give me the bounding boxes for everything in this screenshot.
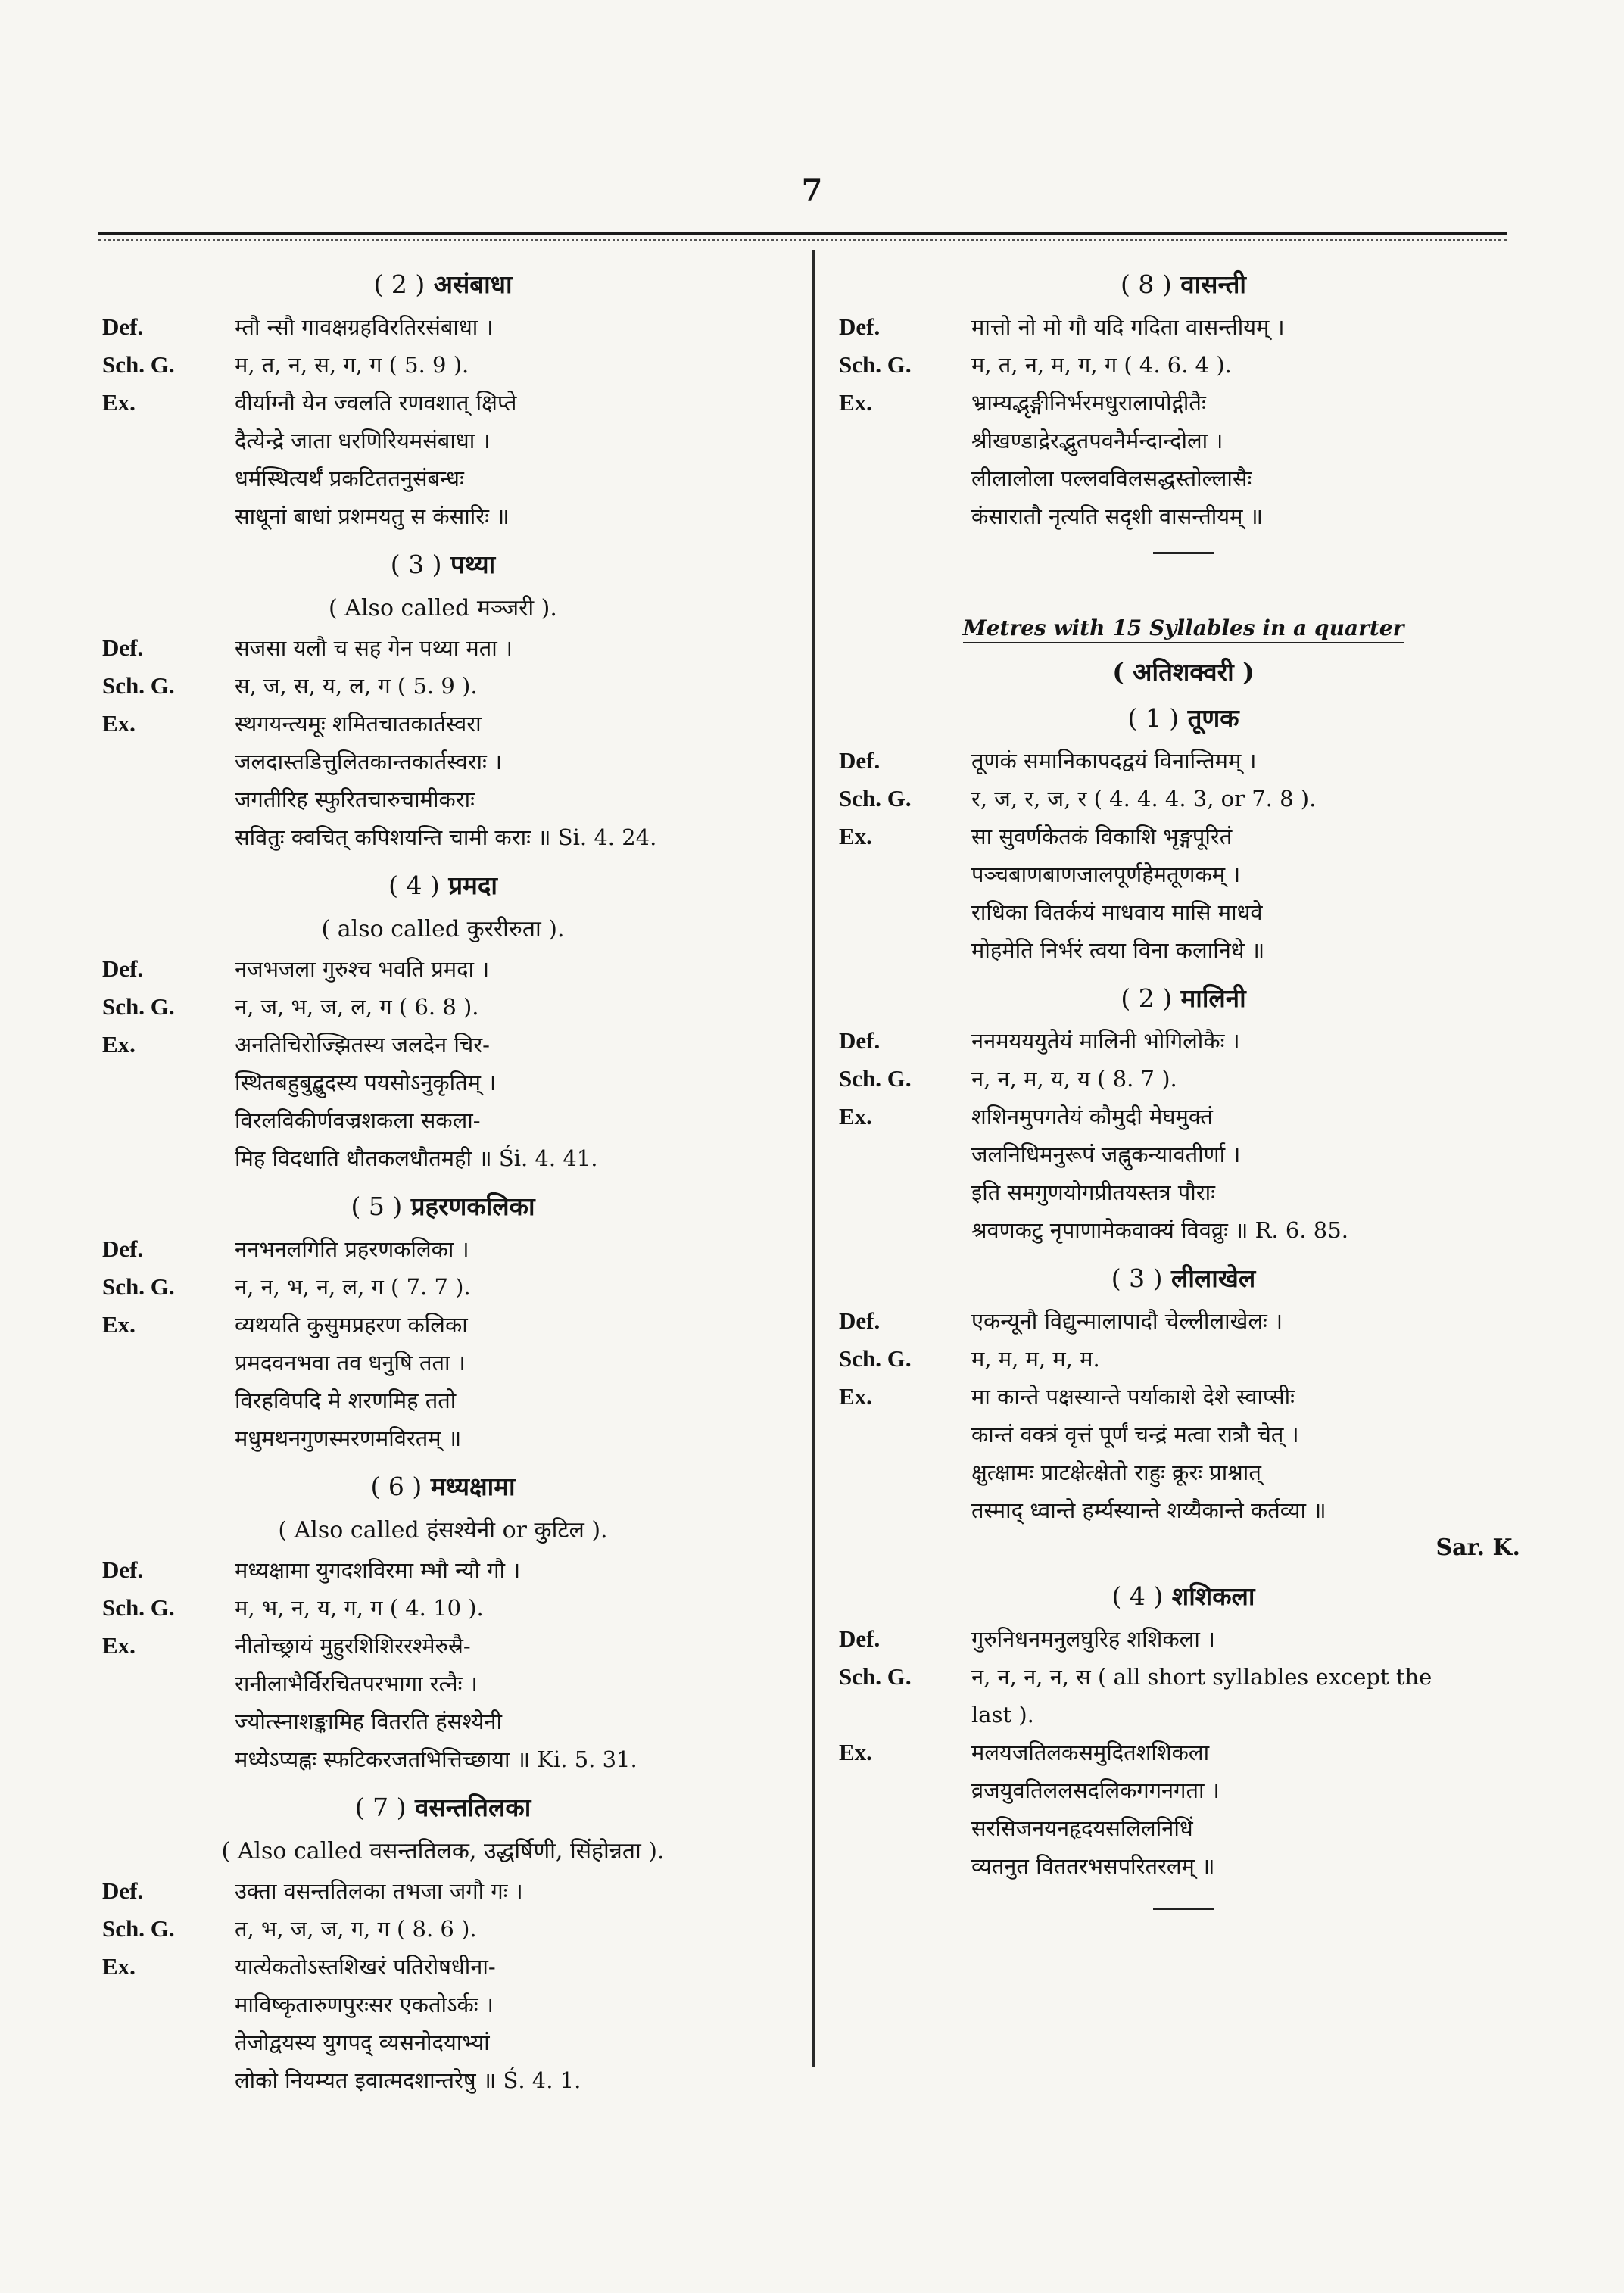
metre-section [102,261,784,541]
section-spacer [102,535,784,541]
entry-label [839,422,971,460]
entry-text: मध्यक्षामा युगदशविरमा म्भौ न्यौ गौ । [235,1557,521,1583]
entry-row [102,1230,784,1268]
entry-text: कान्तं वक्त्रं वृत्तं पूर्णं चन्द्रं मत्वा रात्रौ चेत् । [971,1422,1299,1447]
entry-text: न, न, भ, न, ल, ग ( 7. 7 ). [235,1274,471,1300]
entry-label: Ex. [839,1739,872,1765]
entry-text: ज्योत्स्नाशङ्कामिह वितरति हंसश्येनी [235,1709,502,1734]
metre-section [839,1255,1528,1573]
entry-row [102,1910,784,1948]
entry-text: स्थितबहुबुद्बुदस्य पयसोऽनुकृतिम् । [235,1070,497,1095]
section-spacer [839,969,1528,975]
entry-text: विरहविपदि मे शरणमिह ततो [235,1388,457,1413]
entry-label: Ex. [839,1103,872,1129]
section-separator-end [1153,1908,1214,1910]
entry-label: Ex. [839,389,872,416]
section-name: तूणक [1187,703,1239,733]
entry-text: त, भ, ज, ज, ग, ग ( 8. 6 ). [235,1916,477,1942]
entry-label: Def. [102,955,144,982]
entry-text: साधूनां बाधां प्रशमयतु स कंसारिः ॥ [235,503,510,529]
entry-label [102,1740,235,1778]
entry-label: Sch. G. [102,1915,175,1942]
entry-label [839,931,971,969]
entry-label: Ex. [102,1632,136,1659]
entry-text: दैत्येन्द्रे जाता धरणिरियमसंबाधा । [235,428,491,453]
entry-text: वीर्याग्नौ येन ज्वलति रणवशात् क्षिप्ते [235,390,517,416]
entry-label [102,422,235,460]
entry-row [102,1872,784,1910]
entry-row [839,1378,1528,1416]
entry-row [839,1696,1528,1734]
entry-row [102,1268,784,1306]
entry-text: पञ्चबाणबाणजालपूर्णहेमतूणकम् । [971,861,1241,887]
entry-label [839,497,971,535]
entry-label: Sch. G. [102,993,175,1020]
entry-row [839,384,1528,422]
entry-label: Def. [839,1307,881,1334]
entry-label [102,2024,235,2061]
entry-row [102,1665,784,1703]
entry-row [839,422,1528,460]
metre-section [839,695,1528,975]
entry-label: Sch. G. [839,1065,912,1092]
section-name: पथ्या [450,550,496,579]
entry-label [839,1416,971,1453]
entry-text: उक्ता वसन्ततिलका तभजा जगौ गः । [235,1878,523,1904]
section-alias: ( also called कुररीरुता ). [321,916,565,942]
entry-label [102,1344,235,1382]
entry-label [839,1696,971,1734]
entry-row [839,1340,1528,1378]
entry-text: अनतिचिरोज्झितस्य जलदेन चिर- [235,1032,490,1058]
entry-text: लोको नियम्यत इवात्मदशान्तरेषु ॥ Ś. 4. 1. [235,2067,581,2093]
entry-label [839,1136,971,1173]
entry-row [839,346,1528,384]
entry-label: Def. [102,1235,144,1262]
entry-label: Ex. [102,1311,136,1338]
attribution: Sar. K. [1435,1534,1520,1561]
section-name: असंबाधा [433,269,513,299]
entry-text: जलदास्तडित्तुलितकान्तकार्तस्वराः । [235,749,503,774]
entry-row [839,460,1528,497]
entry-text: न, ज, भ, ज, ल, ग ( 6. 8 ). [235,994,479,1020]
entry-label [839,1771,971,1809]
entry-row [839,1658,1528,1696]
section-title [839,695,1528,742]
section-number: ( 2 ) [1121,983,1173,1013]
entry-label [839,1173,971,1211]
section-spacer [102,1457,784,1463]
section-title [102,862,784,909]
entry-label: Def. [839,1027,881,1054]
entry-row [839,1173,1528,1211]
entry-label: Ex. [102,389,136,416]
entry-row [839,1211,1528,1249]
section-separator [1153,552,1214,554]
section-number: ( 3 ) [390,550,442,579]
entry-label: Def. [102,313,144,340]
group-title: ( अतिशक्वरी ) [1112,657,1255,687]
entry-label [102,2061,235,2099]
entry-row [102,818,784,856]
metres-heading: Metres with 15 Syllables in a quarter [839,607,1528,650]
section-number: ( 5 ) [351,1192,403,1221]
entry-label [102,1382,235,1419]
entry-label: Sch. G. [839,1663,912,1690]
entry-label [102,497,235,535]
section-title [102,1183,784,1230]
section-name: प्रहरणकलिका [410,1192,535,1221]
entry-text: व्रजयुवतिललसदलिकगगनगता । [971,1777,1220,1803]
entry-text: तूणकं समानिकापदद्वयं विनान्तिमम् । [971,748,1257,774]
entry-text: राधिका वितर्कयं माधवाय मासि माधवे [971,899,1263,925]
entry-text: र, ज, र, ज, र ( 4. 4. 4. 3, or 7. 8 ). [971,786,1317,812]
section-number: ( 8 ) [1121,269,1172,299]
section-number: ( 7 ) [354,1793,407,1822]
entry-text: मात्तो नो मो गौ यदि गदिता वासन्तीयम् । [971,314,1285,340]
entry-row [839,893,1528,931]
entry-text: तस्माद् ध्वान्ते हर्म्यस्यान्ते शय्यैकान्ते कर्तव्या ॥ [971,1497,1326,1523]
metre-section [102,1463,784,1784]
entry-row [839,1847,1528,1885]
entry-label: Def. [102,634,144,661]
entry-label: Ex. [102,710,136,737]
section-alias: ( Also called मञ्जरी ). [329,595,557,622]
section-title [102,1463,784,1510]
entry-text: म, त, न, स, ग, ग ( 5. 9 ). [235,352,469,378]
entry-text: सा सुवर्णकेतकं विकाशि भृङ्गपूरितं [971,824,1233,849]
entry-row [839,742,1528,780]
entry-row [102,1382,784,1419]
entry-label: Def. [839,747,881,774]
left-column [102,261,784,2105]
entry-row [102,667,784,705]
entry-row [102,346,784,384]
entry-row [102,1986,784,2024]
entry-row [102,1627,784,1665]
entry-text: इति समगुणयोगप्रीतयस्तत्र पौराः [971,1179,1216,1205]
entry-row [839,1809,1528,1847]
entry-text: व्यतनुत विततरभसपरितरलम् ॥ [971,1853,1215,1879]
section-title [102,541,784,588]
entry-label: Sch. G. [102,1273,175,1300]
entry-row [102,1064,784,1101]
entry-text: जगतीरिह स्फुरितचारुचामीकराः [235,787,475,812]
entry-row [102,1589,784,1627]
entry-row [102,422,784,460]
entry-label [839,855,971,893]
entry-label: Ex. [839,823,872,849]
entry-label: Sch. G. [102,351,175,378]
entry-label: Def. [839,1625,881,1652]
entry-label [102,780,235,818]
metre-section-vasanti [839,261,1528,535]
entry-row [102,780,784,818]
entry-row [839,780,1528,818]
entry-text: क्षुत्क्षामः प्राटक्षेत्क्षेतो राहुः क्रूरः प्राश्नात् [971,1460,1261,1485]
entry-row [102,1139,784,1177]
entry-row [102,2024,784,2061]
entry-label: Sch. G. [839,1345,912,1372]
section-title [839,261,1528,308]
entry-row [102,308,784,346]
entry-text: स्थगयन्त्यमूः शमितचातकार्तस्वरा [235,711,482,737]
entry-label [839,893,971,931]
entry-text: सजसा यलौ च सह गेन पथ्या मता । [235,635,513,661]
section-title [839,1573,1528,1620]
entry-label [102,1064,235,1101]
entry-label [102,1703,235,1740]
entry-label: Sch. G. [839,785,912,812]
entry-label: Ex. [102,1953,136,1980]
entry-row [839,1060,1528,1098]
entry-label [102,1419,235,1457]
entry-text: मिह विदधाति धौतकलधौतमही ॥ Śi. 4. 41. [235,1145,598,1171]
entry-row [839,1098,1528,1136]
section-name: वासन्ती [1180,269,1246,299]
entry-row [839,308,1528,346]
entry-row [102,629,784,667]
entry-label [102,1101,235,1139]
entry-label: Sch. G. [102,672,175,699]
entry-text: मलयजतिलकसमुदितशशिकला [971,1740,1210,1765]
entry-row [839,818,1528,855]
entry-text: म, त, न, म, ग, ग ( 4. 6. 4 ). [971,352,1232,378]
section-number: ( 2 ) [373,269,425,299]
entry-text: ननमयययुतेयं मालिनी भोगिलोकैः । [971,1028,1240,1054]
entry-text: नजभजला गुरुश्च भवति प्रमदा । [235,956,490,982]
header-rule-dotted [98,239,1507,241]
section-name: मध्यक्षामा [430,1472,516,1501]
entry-label [839,1847,971,1885]
entry-row [102,460,784,497]
entry-text: सवितुः क्वचित् कपिशयन्ति चामी कराः ॥ Si. 4. 24. [235,824,657,850]
entry-label [102,1986,235,2024]
entry-label: Def. [102,1556,144,1583]
section-spacer [839,1567,1528,1573]
section-alias: ( Also called वसन्ततिलक, उद्धर्षिणी, सिंहोन्नता ). [221,1838,665,1865]
section-name: मालिनी [1180,983,1246,1013]
entry-row [102,2061,784,2099]
entry-label: Def. [102,1877,144,1904]
entry-row [102,1740,784,1778]
section-name: शशिकला [1171,1581,1255,1611]
entry-label [839,1211,971,1249]
entry-row [839,1491,1528,1529]
entry-row [102,497,784,535]
entry-row [102,384,784,422]
entry-row [102,1026,784,1064]
entry-row [839,1302,1528,1340]
entry-row [839,931,1528,969]
entry-label [102,1665,235,1703]
entry-text: श्रवणकटु नृपाणामेकवाक्यं विवव्रुः ॥ R. 6. 85. [971,1217,1348,1243]
entry-row [102,1306,784,1344]
entry-label: Ex. [839,1383,872,1410]
entry-text: ननभनलगिति प्रहरणकलिका । [235,1236,469,1262]
entry-text: रानीलाभैर्विरचितपरभागा रत्नैः । [235,1671,478,1696]
section-title [839,1255,1528,1302]
entry-row [102,1344,784,1382]
entry-text: मध्येऽप्यह्नः स्फटिकरजतभित्तिच्छाया ॥ Ki. 5. 31. [235,1746,637,1772]
entry-text: माविष्कृतारुणपुरःसर एकतोऽर्कः । [235,1992,494,2017]
entry-text: लीलालोला पल्लवविलसद्धस्तोल्लासैः [971,466,1252,491]
section-title [839,975,1528,1022]
section-name: वसन्ततिलका [414,1793,531,1822]
entry-text: स, ज, स, य, ल, ग ( 5. 9 ). [235,673,478,699]
section-spacer [102,1177,784,1183]
section-spacer [102,1778,784,1784]
entry-row [839,1734,1528,1771]
entry-row [839,497,1528,535]
entry-text: प्रमदवनभवा तव धनुषि तता । [235,1350,466,1375]
entry-label: Sch. G. [839,351,912,378]
entry-row [839,1022,1528,1060]
column-divider [812,250,815,2067]
entry-text: मधुमथनगुणस्मरणमविरतम् ॥ [235,1425,462,1451]
section-number: ( 4 ) [388,871,440,900]
section-number: ( 6 ) [370,1472,422,1501]
section-title [102,1784,784,1831]
entry-label: Sch. G. [102,1594,175,1621]
entry-row [102,705,784,743]
entry-text: मा कान्ते पक्षस्यान्ते पर्याकाशे देशे स्वाप्सीः [971,1384,1295,1410]
section-alias: ( Also called हंसश्येनी or कुटिल ). [278,1517,608,1544]
entry-label [839,1453,971,1491]
page-number: 7 [801,173,823,208]
entry-label [102,743,235,780]
entry-row [839,1136,1528,1173]
entry-text: भ्राम्यद्भृङ्गीनिर्भरमधुरालापोद्गीतैः [971,390,1206,416]
entry-text: म, भ, न, य, ग, ग ( 4. 10 ). [235,1595,484,1621]
metre-section [102,541,784,862]
section-number: ( 1 ) [1127,703,1180,733]
entry-text: कंसारातौ नृत्यति सदृशी वासन्तीयम् ॥ [971,503,1264,529]
section-title [102,261,784,308]
entry-label [839,1491,971,1529]
entry-row [839,1771,1528,1809]
entry-row [839,855,1528,893]
entry-row [102,1101,784,1139]
entry-text: मोहमेति निर्भरं त्वया विना कलानिधे ॥ [971,937,1265,963]
entry-label: Ex. [102,1031,136,1058]
section-spacer [839,1885,1528,1891]
section-name: लीलाखेल [1171,1263,1256,1293]
metre-section [102,1784,784,2105]
entry-row [102,743,784,780]
section-number: ( 3 ) [1111,1263,1163,1293]
section-name: प्रमदा [448,871,497,900]
entry-text: last ). [971,1702,1034,1728]
section-spacer [102,856,784,862]
entry-label: Def. [839,313,881,340]
metre-section [839,1573,1528,1891]
entry-text: धर्मस्थित्यर्थं प्रकटिततनुसंबन्धः [235,466,464,491]
entry-text: गुरुनिधनमनुलघुरिह शशिकला । [971,1626,1216,1652]
entry-text: एकन्यूनौ विद्युन्मालापादौ चेल्लीलाखेलः । [971,1308,1283,1334]
entry-text: नीतोच्छ्रायं मुहुरशिशिररश्मेरुस्रै- [235,1633,471,1659]
entry-text: व्यथयति कुसुमप्रहरण कलिका [235,1312,468,1338]
entry-text: सरसिजनयनहृदयसलिलनिधिं [971,1815,1193,1841]
entry-text: न, न, न, न, स ( all short syllables except the [971,1664,1432,1690]
entry-row [102,1551,784,1589]
entry-text: जलनिधिमनुरूपं जह्नुकन्यावतीर्णा । [971,1142,1241,1167]
entry-label [102,818,235,856]
entry-text: यात्येकतोऽस्तशिखरं पतिरोषधीना- [235,1954,496,1980]
header-rule [98,232,1507,235]
section-spacer [102,2099,784,2105]
entry-row [839,1416,1528,1453]
entry-row [102,1948,784,1986]
entry-label [839,460,971,497]
entry-text: शशिनमुपगतेयं कौमुदी मेघमुक्तं [971,1104,1213,1129]
entry-row [102,950,784,988]
metre-section [839,975,1528,1255]
section-spacer [839,1249,1528,1255]
entry-row [839,1453,1528,1491]
entry-row [839,1620,1528,1658]
entry-text: म्तौ न्सौ गावक्षग्रहविरतिरसंबाधा । [235,314,494,340]
entry-label [102,1139,235,1177]
entry-text: श्रीखण्डाद्रेरद्भुतपवनैर्मन्दान्दोला । [971,428,1223,453]
entry-row [102,1419,784,1457]
entry-text: विरलविकीर्णवज्रशकला सकला- [235,1108,481,1133]
entry-row [102,1703,784,1740]
right-column [839,261,1528,1910]
entry-row [102,988,784,1026]
entry-label [839,1809,971,1847]
metre-section [102,1183,784,1463]
entry-text: म, म, म, म, म. [971,1346,1100,1372]
entry-label [102,460,235,497]
entry-text: न, न, म, य, य ( 8. 7 ). [971,1066,1177,1092]
section-number: ( 4 ) [1111,1581,1164,1611]
metre-section [102,862,784,1183]
entry-text: तेजोद्वयस्य युगपद् व्यसनोदयाभ्यां [235,2030,490,2055]
